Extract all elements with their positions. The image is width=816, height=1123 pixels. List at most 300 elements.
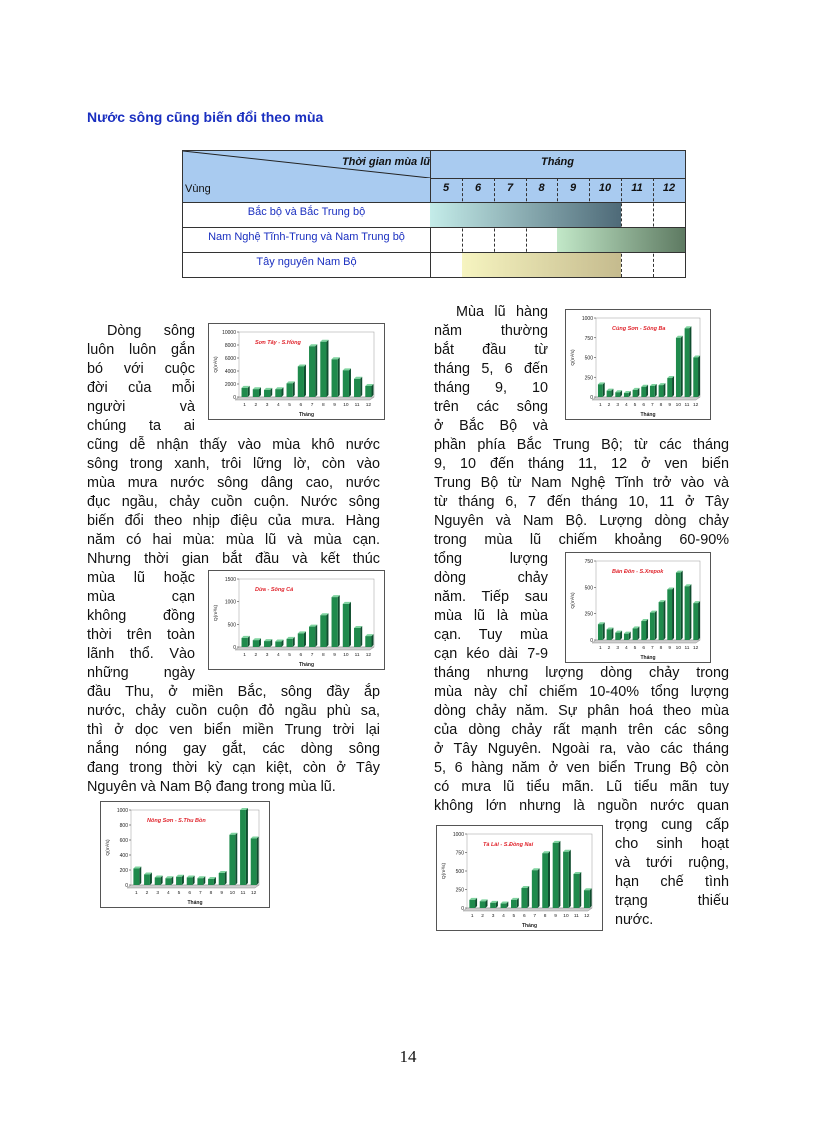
text-line: Nguyên và Nam Bộ đang trong mùa lũ. xyxy=(87,779,336,795)
text-line: Dòng sông xyxy=(107,323,195,339)
chart-title: Nông Sơn - S.Thu Bồn xyxy=(147,818,206,824)
bar xyxy=(624,634,629,640)
y-tick-label: 500 xyxy=(227,622,236,629)
bar-side xyxy=(548,851,550,908)
x-axis-label: Tháng xyxy=(522,923,537,929)
y-tick-label: 500 xyxy=(584,355,593,362)
x-tick-label: 1 xyxy=(598,646,602,651)
text-line: cạn. Tuy mùa xyxy=(434,627,548,643)
bar-side xyxy=(590,888,592,908)
x-tick-label: 9 xyxy=(668,646,672,651)
y-tick-label: 8000 xyxy=(224,343,236,349)
x-tick-label: 7 xyxy=(198,891,202,896)
y-tick-label: 600 xyxy=(119,838,128,844)
x-axis-label: Tháng xyxy=(299,412,314,418)
x-tick-label: 4 xyxy=(277,653,280,658)
y-tick-label: 500 xyxy=(584,585,593,592)
bar xyxy=(650,386,655,397)
month-header-7: 7 xyxy=(506,182,514,194)
bar-side xyxy=(637,626,639,640)
bar-side xyxy=(150,873,152,886)
bar-side xyxy=(360,377,362,397)
bar xyxy=(365,386,371,397)
text-line: nước. xyxy=(615,912,654,928)
text-line: không đồng xyxy=(87,608,195,624)
y-tick-label: 0 xyxy=(590,638,593,644)
y-tick-label: 500 xyxy=(455,869,464,875)
text-line: Nhưng thời gian bắt đầu và kết thúc xyxy=(87,551,380,567)
chart-floor xyxy=(592,397,700,400)
text-line: mùa mưa nước sông dâng cao, nước xyxy=(87,475,380,491)
x-tick-label: 5 xyxy=(512,914,516,919)
text-line: tháng nhưng lượng dòng chảy trong xyxy=(434,665,729,681)
x-tick-label: 9 xyxy=(668,403,672,408)
header-months: Tháng xyxy=(541,156,574,168)
x-tick-label: 8 xyxy=(322,403,325,408)
text-line: ở Bắc Bộ và xyxy=(434,418,548,434)
bar-side xyxy=(681,336,683,397)
bar xyxy=(615,633,620,640)
x-tick-label: 10 xyxy=(229,891,236,896)
flood-bar-central xyxy=(557,228,685,252)
y-tick-label: 2000 xyxy=(224,382,236,388)
bar-side xyxy=(698,356,700,398)
bar-side xyxy=(646,619,648,640)
header-region: Vùng xyxy=(185,183,211,195)
bar xyxy=(490,903,496,908)
bar-side xyxy=(558,841,560,908)
y-tick-label: 400 xyxy=(119,853,128,859)
text-line: mùa này chỉ chiếm 10-40% tổng lượng xyxy=(434,684,729,700)
chart-dua xyxy=(208,570,385,670)
bar xyxy=(343,604,349,647)
text-line: nắng nóng gay gắt, các dòng sông xyxy=(87,741,380,757)
bar xyxy=(133,869,139,886)
chart-ban-don xyxy=(565,552,711,663)
chart-title: Sơn Tây - S.Hồng xyxy=(255,340,301,346)
x-tick-label: 11 xyxy=(684,403,690,408)
bar xyxy=(532,870,538,908)
bar-side xyxy=(338,357,340,397)
x-tick-label: 11 xyxy=(354,403,360,408)
bar xyxy=(332,359,338,397)
x-tick-label: 5 xyxy=(288,403,291,408)
bar xyxy=(676,338,681,397)
text-line: sông trong xanh, trôi lững lờ, còn vào xyxy=(87,456,380,472)
bar-side xyxy=(338,595,340,647)
text-line: năm. Tiếp sau xyxy=(434,589,548,605)
text-line: từ tháng 6, 7 đến tháng 10, 11 ở Tây xyxy=(434,494,729,510)
bar-side xyxy=(371,634,373,647)
chart-title: Tà Lài - S.Đồng Nai xyxy=(483,842,534,848)
x-axis-label: Tháng xyxy=(299,662,314,668)
y-tick-label: 10000 xyxy=(222,330,236,336)
bar xyxy=(287,383,293,397)
bar-side xyxy=(663,383,665,397)
bar-side xyxy=(655,384,657,397)
bar xyxy=(275,389,281,397)
bar-side xyxy=(349,368,351,397)
x-tick-label: 7 xyxy=(310,403,314,408)
text-line: năm có hai mùa: mùa lũ và mùa cạn. xyxy=(87,532,380,548)
text-line: cạn kéo dài 7-9 xyxy=(434,646,548,662)
x-tick-label: 12 xyxy=(692,646,699,651)
bar xyxy=(354,379,360,397)
y-axis-label: Q(m³/s) xyxy=(442,862,447,880)
bar-side xyxy=(538,868,540,908)
text-line: lãnh thổ. Vào xyxy=(87,646,195,662)
text-line: luôn luôn gắn xyxy=(87,342,195,358)
text-line: Trung Bộ từ Nam Nghệ Tĩnh trở vào và xyxy=(434,475,729,491)
x-tick-label: 11 xyxy=(573,914,579,919)
bar-side xyxy=(235,833,237,885)
bar xyxy=(574,874,580,908)
text-line: dòng chảy năm. Sự phân hoá theo mùa xyxy=(434,703,729,719)
bar-side xyxy=(611,627,613,640)
y-tick-label: 1000 xyxy=(116,808,128,814)
x-tick-label: 4 xyxy=(624,646,628,651)
bar xyxy=(667,589,672,640)
y-tick-label: 750 xyxy=(584,559,593,565)
bar-side xyxy=(672,587,674,640)
y-tick-label: 0 xyxy=(590,395,593,401)
y-tick-label: 0 xyxy=(233,395,236,401)
text-line: mùa lũ hoặc xyxy=(87,570,195,586)
x-tick-label: 4 xyxy=(166,891,170,896)
text-line: năm thường xyxy=(434,323,548,339)
y-axis-label: Q(m³/s) xyxy=(214,356,219,373)
x-tick-label: 6 xyxy=(299,653,303,658)
text-line: người và xyxy=(87,399,195,415)
x-tick-label: 1 xyxy=(598,403,602,408)
bar xyxy=(598,624,603,640)
text-line: tháng 9, 10 xyxy=(434,380,548,396)
month-header-5: 5 xyxy=(442,182,450,194)
text-line: trọng cung cấp xyxy=(615,817,729,833)
bar xyxy=(584,890,590,908)
text-line: những ngày xyxy=(87,665,195,681)
text-line: và tưới ruộng, xyxy=(615,855,729,871)
month-header-11: 11 xyxy=(631,182,643,194)
bar xyxy=(633,390,638,397)
chart-ta-lai xyxy=(436,825,603,931)
region-label-north: Bắc bộ và Bắc Trung bộ xyxy=(247,206,366,218)
x-tick-label: 2 xyxy=(145,891,149,896)
x-tick-label: 10 xyxy=(343,403,349,408)
bar-side xyxy=(246,808,248,885)
text-line: đang trong thời kỳ cạn kiệt, còn ở Tây xyxy=(87,760,380,776)
chart-floor xyxy=(235,647,374,650)
bar xyxy=(659,385,664,397)
text-line: mùa cạn xyxy=(87,589,195,605)
chart-son-tay xyxy=(208,323,385,420)
bar xyxy=(607,629,612,640)
y-tick-label: 6000 xyxy=(224,356,236,362)
bar-side xyxy=(689,326,691,397)
bar xyxy=(332,597,338,647)
x-axis-label: Tháng xyxy=(640,412,656,418)
text-line: biến đổi theo nhịp điệu của mưa. Hàng xyxy=(87,513,380,529)
bar xyxy=(693,358,698,398)
x-tick-label: 3 xyxy=(156,891,160,896)
x-tick-label: 5 xyxy=(633,646,637,651)
text-line: dòng chảy xyxy=(434,570,548,586)
bar xyxy=(343,370,349,397)
x-tick-label: 3 xyxy=(616,646,620,651)
x-tick-label: 3 xyxy=(616,403,620,408)
y-tick-label: 200 xyxy=(119,868,128,874)
bar xyxy=(693,603,698,640)
bar xyxy=(242,388,248,397)
text-line: thời trên toàn xyxy=(87,627,195,643)
text-line: phần phía Bắc Trung Bộ; từ các tháng xyxy=(434,437,729,453)
y-tick-label: 1000 xyxy=(581,316,593,322)
bar xyxy=(641,387,646,397)
x-tick-label: 12 xyxy=(692,403,699,408)
x-tick-label: 6 xyxy=(642,646,646,651)
bar-side xyxy=(527,886,529,908)
bar xyxy=(354,628,360,647)
month-header-6: 6 xyxy=(474,182,482,194)
bar-side xyxy=(315,625,317,647)
bar xyxy=(187,878,193,886)
bar-side xyxy=(579,872,581,908)
x-tick-label: 3 xyxy=(265,403,269,408)
x-tick-label: 3 xyxy=(265,653,269,658)
text-line: bắt đầu từ xyxy=(434,342,548,358)
bar xyxy=(598,384,603,397)
text-line: 5, 6 hàng năm ở ven biển Trung Bộ còn xyxy=(434,760,729,776)
x-tick-label: 12 xyxy=(584,914,590,919)
y-tick-label: 1000 xyxy=(452,832,464,838)
bar-side xyxy=(603,622,605,640)
bar-side xyxy=(315,344,317,397)
bar-side xyxy=(139,867,141,886)
x-tick-label: 7 xyxy=(533,914,537,919)
text-line: đục ngầu, chảy cuồn cuộn. Nước sông xyxy=(87,494,380,510)
month-header-10: 10 xyxy=(598,182,612,194)
text-line: trong mùa lũ chiếm khoảng 60-90% xyxy=(434,532,729,548)
bar xyxy=(298,633,304,647)
bar-side xyxy=(304,631,306,647)
bar xyxy=(659,602,664,640)
x-tick-label: 6 xyxy=(522,914,526,919)
bar xyxy=(208,879,214,885)
x-tick-label: 5 xyxy=(633,403,637,408)
bar xyxy=(309,627,315,647)
chart-cung-son xyxy=(565,309,711,420)
x-tick-label: 2 xyxy=(481,914,484,919)
bar xyxy=(501,904,507,908)
chart-title: Dừa - Sông Cả xyxy=(255,587,294,593)
bar xyxy=(553,843,559,908)
x-tick-label: 2 xyxy=(254,403,258,408)
x-tick-label: 12 xyxy=(365,653,372,658)
x-tick-label: 1 xyxy=(470,914,474,919)
bar xyxy=(667,378,672,397)
x-tick-label: 2 xyxy=(254,653,258,658)
x-tick-label: 11 xyxy=(240,891,246,896)
bar-side xyxy=(326,613,328,647)
chart-floor xyxy=(463,908,592,911)
text-line: cũng dễ nhận thấy vào mùa khô nước xyxy=(87,437,380,453)
bar xyxy=(155,878,161,886)
text-line: đời của mỗi xyxy=(87,380,195,396)
x-tick-label: 4 xyxy=(502,914,505,919)
bar xyxy=(275,642,281,647)
text-line: bó với cuộc xyxy=(87,361,195,377)
bar xyxy=(240,810,246,885)
y-tick-label: 4000 xyxy=(224,369,236,375)
chart-floor xyxy=(235,397,374,400)
bar-side xyxy=(689,584,691,640)
text-line: đầu Thu, ở miền Bắc, sông đầy ắp xyxy=(87,684,380,700)
x-tick-label: 1 xyxy=(134,891,138,896)
y-tick-label: 0 xyxy=(461,906,464,912)
bar xyxy=(165,878,171,885)
y-axis-label: Q(m³/s) xyxy=(106,839,111,856)
x-tick-label: 1 xyxy=(243,403,246,408)
x-tick-label: 2 xyxy=(607,646,611,651)
text-line: không lớn nhưng là nguồn nước quan xyxy=(434,798,729,814)
text-line: 9, 10 đến tháng 11, 12 ở ven biển xyxy=(434,456,729,472)
x-tick-label: 7 xyxy=(310,653,314,658)
text-line: thì ở dọc ven biển miền Trung trời lại xyxy=(87,722,380,738)
x-tick-label: 1 xyxy=(243,653,246,658)
y-tick-label: 250 xyxy=(455,887,464,894)
y-axis-label: Q(m³/s) xyxy=(214,604,219,622)
chart-nong-son xyxy=(100,801,270,908)
x-tick-label: 6 xyxy=(188,891,192,896)
x-tick-label: 8 xyxy=(659,403,663,408)
y-axis-label: Q(m³/s) xyxy=(571,349,576,366)
x-tick-label: 5 xyxy=(288,653,291,658)
bar xyxy=(563,852,569,908)
x-tick-label: 10 xyxy=(343,653,349,658)
bar xyxy=(633,628,638,640)
bar-side xyxy=(603,382,605,397)
x-tick-label: 7 xyxy=(650,646,654,651)
x-tick-label: 2 xyxy=(607,403,611,408)
x-tick-label: 3 xyxy=(491,914,495,919)
text-line: có mưa lũ tiểu mãn. Lũ tiểu mãn tuy xyxy=(434,779,729,795)
text-line: ở Tây Nguyên. Ngoài ra, vào các tháng xyxy=(434,741,729,757)
text-line: của dòng chảy rất mạnh trên các sông xyxy=(434,722,729,738)
bar-side xyxy=(663,600,665,640)
bar xyxy=(685,328,690,397)
bar xyxy=(641,621,646,640)
bar xyxy=(264,641,270,647)
bar-side xyxy=(569,850,571,908)
bar xyxy=(521,888,527,908)
text-line: tháng 5, 6 đến xyxy=(434,361,548,377)
region-label-central: Nam Nghệ Tĩnh-Trung và Nam Trung bộ xyxy=(208,231,405,243)
x-tick-label: 8 xyxy=(209,891,213,896)
text-line: Nguyên và Nam Bộ. Lượng dòng chảy xyxy=(434,513,729,529)
page-number: 14 xyxy=(399,1047,417,1066)
x-tick-label: 4 xyxy=(277,403,280,408)
bar xyxy=(480,901,486,908)
bar xyxy=(144,875,150,886)
bar xyxy=(251,839,257,886)
bar xyxy=(320,342,326,397)
bar-side xyxy=(371,384,373,397)
x-tick-label: 11 xyxy=(354,653,360,658)
x-tick-label: 10 xyxy=(675,646,682,651)
x-tick-label: 12 xyxy=(250,891,257,896)
x-tick-label: 6 xyxy=(299,403,303,408)
x-tick-label: 11 xyxy=(684,646,690,651)
x-tick-label: 12 xyxy=(365,403,372,408)
month-header-12: 12 xyxy=(662,182,676,194)
bar-side xyxy=(672,376,674,397)
bar xyxy=(242,638,248,647)
x-tick-label: 8 xyxy=(322,653,325,658)
header-time: Thời gian mùa lũ xyxy=(341,156,430,168)
text-line: Mùa lũ hàng xyxy=(456,304,548,320)
y-tick-label: 250 xyxy=(584,375,593,382)
bar xyxy=(650,613,655,640)
bar xyxy=(253,640,259,647)
bar xyxy=(469,900,475,908)
bar-side xyxy=(698,601,700,640)
text-line: tổng lượng xyxy=(434,551,548,567)
x-axis-label: Tháng xyxy=(187,900,203,906)
region-label-south: Tây nguyên Nam Bộ xyxy=(256,256,357,268)
bar xyxy=(287,639,293,647)
y-tick-label: 750 xyxy=(455,850,464,857)
chart-floor xyxy=(592,640,700,643)
text-line: cho sinh hoạt xyxy=(615,836,729,852)
y-tick-label: 1000 xyxy=(224,599,236,606)
text-line: trên các sông xyxy=(434,399,548,415)
x-axis-label: Tháng xyxy=(640,655,656,661)
bar-side xyxy=(655,611,657,640)
bar xyxy=(309,346,315,397)
bar xyxy=(676,573,681,640)
bar xyxy=(615,392,620,397)
bar-side xyxy=(646,385,648,397)
bar-side xyxy=(681,571,683,640)
y-tick-label: 0 xyxy=(233,645,236,651)
bar xyxy=(624,393,629,397)
month-header-8: 8 xyxy=(538,182,545,194)
x-tick-label: 7 xyxy=(650,403,654,408)
chart-title: Bản Đôn - S.Xrepok xyxy=(612,569,664,575)
bar-side xyxy=(304,364,306,397)
bar xyxy=(298,366,304,397)
bar xyxy=(176,877,182,885)
text-line: hạn chế tình xyxy=(615,874,729,890)
x-tick-label: 9 xyxy=(554,914,557,919)
section-title: Nước sông cũng biến đổi theo mùa xyxy=(87,109,324,125)
flood-season-table xyxy=(182,150,686,278)
bar xyxy=(365,636,371,647)
bar-side xyxy=(225,871,227,885)
bar xyxy=(253,389,259,397)
bar-side xyxy=(293,381,295,397)
x-tick-label: 9 xyxy=(333,653,336,658)
bar-side xyxy=(257,837,259,886)
x-tick-label: 10 xyxy=(563,914,569,919)
bar xyxy=(264,390,270,397)
x-tick-label: 4 xyxy=(624,403,628,408)
bar xyxy=(685,586,690,640)
text-line: nước, chảy cuồn cuộn đỏ ngầu phù sa, xyxy=(87,703,380,719)
month-header-9: 9 xyxy=(569,182,577,194)
y-tick-label: 250 xyxy=(584,611,593,618)
y-tick-label: 800 xyxy=(119,823,128,829)
